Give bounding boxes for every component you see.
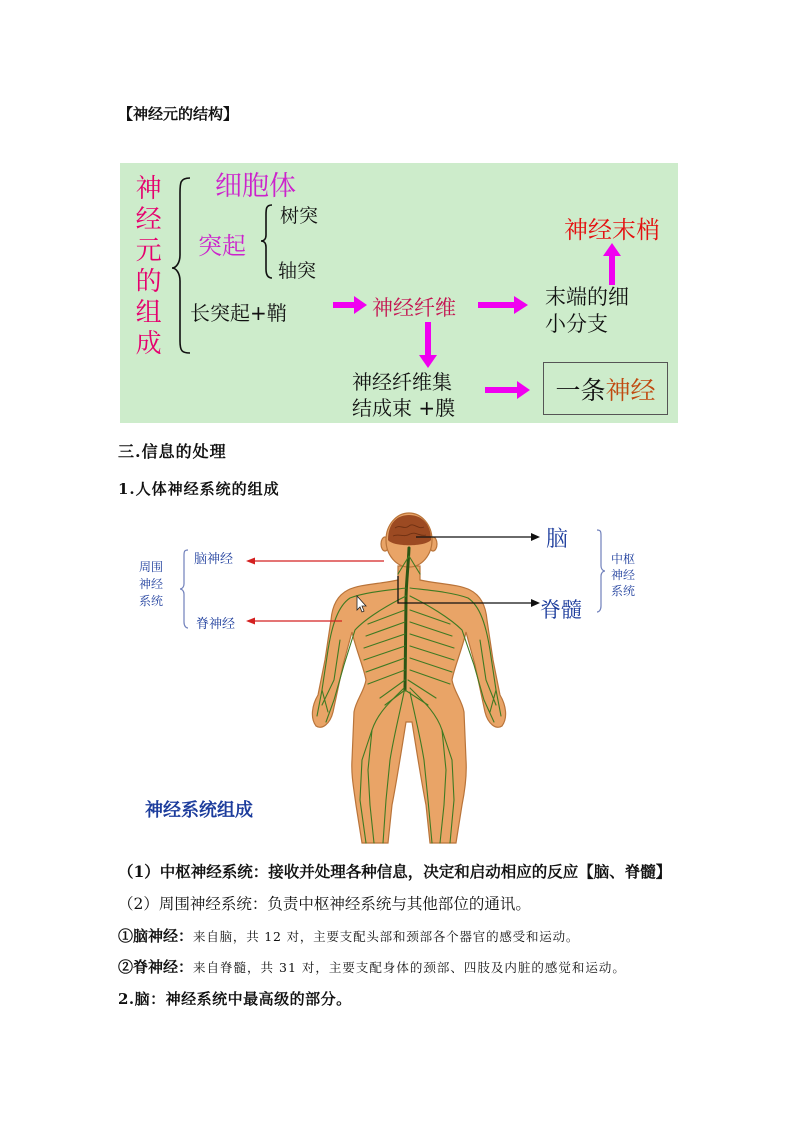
- cranial-nerves-paragraph: [118, 925, 579, 946]
- cranial-nerve-pointer-head: [246, 558, 255, 565]
- central-label-line-2: 神经: [611, 568, 636, 582]
- nerve-fiber-label: 神经纤维: [372, 296, 456, 320]
- fiber-bundle-line-1: 神经纤维集: [352, 370, 452, 394]
- central-system-label: [611, 551, 635, 599]
- peripheral-label-line-2: 神经: [139, 577, 164, 591]
- spinal-nerves-lead: ②脊神经：: [118, 958, 194, 976]
- central-nervous-system-paragraph: （1）中枢神经系统：接收并处理各种信息，决定和启动相应的反应【脑、脊髓】: [118, 862, 672, 881]
- spinal-nerves-label: 脊神经: [196, 617, 236, 632]
- terminal-branches-line-1: 末端的细: [545, 285, 629, 309]
- composition-vertical-title: 神经元的组成: [135, 174, 162, 359]
- brain-label: 脑: [546, 527, 569, 552]
- processes-label: 突起: [198, 232, 246, 260]
- cell-body-label: 细胞体: [215, 171, 296, 202]
- long-process-label: 长突起+鞘: [190, 301, 287, 325]
- brain-definition-paragraph: 2.脑：神经系统中最高级的部分。: [118, 990, 352, 1008]
- one-nerve-highlight: 神经: [605, 375, 656, 405]
- fiber-bundle-label: [352, 369, 455, 421]
- neuron-composition-diagram: [120, 163, 678, 423]
- spinal-nerves-paragraph: [118, 956, 626, 977]
- one-nerve-prefix: 一条: [555, 375, 606, 405]
- fiber-bundle-line-2: 结成束 +膜: [352, 396, 456, 420]
- spinal-nerve-pointer-head: [246, 618, 255, 625]
- peripheral-label-line-3: 系统: [139, 594, 164, 608]
- axon-label: 轴突: [278, 260, 317, 282]
- spinal-cord-pointer-head: [531, 599, 540, 607]
- terminal-branches-label: [545, 284, 629, 338]
- neuron-structure-heading: 【神经元的结构】: [118, 105, 239, 123]
- subsection-title: 1.人体神经系统的组成: [118, 480, 280, 498]
- nervous-system-figure: [0, 505, 794, 850]
- one-nerve-box: [543, 362, 668, 415]
- spinal-cord-label: 脊髓: [540, 598, 582, 622]
- cranial-nerves-detail: 来自脑，共 12 对，主要支配头部和颈部各个器官的感受和运动。: [193, 929, 580, 944]
- processes-brace: [261, 205, 272, 278]
- peripheral-label-line-1: 周围: [139, 560, 164, 574]
- central-brace: [597, 530, 605, 612]
- arrow-to-one-nerve: [485, 381, 530, 399]
- peripheral-brace: [180, 550, 188, 628]
- figure-caption: 神经系统组成: [145, 800, 253, 821]
- arrow-up-to-nerve-ending: [603, 243, 621, 285]
- central-label-line-1: 中枢: [611, 552, 636, 566]
- main-brace: [172, 178, 190, 353]
- cranial-nerves-label: 脑神经: [194, 552, 234, 567]
- dendrite-label: 树突: [280, 205, 319, 227]
- nerve-ending-label: 神经末梢: [564, 216, 660, 244]
- section-title: 三.信息的处理: [118, 442, 227, 461]
- spinal-nerves-detail: 来自脊髓，共 31 对，主要支配身体的颈部、四肢及内脏的感觉和运动。: [193, 960, 626, 975]
- cranial-nerves-lead: ①脑神经：: [118, 927, 194, 945]
- terminal-branches-line-2: 小分支: [545, 312, 608, 336]
- central-label-line-3: 系统: [611, 584, 636, 598]
- arrow-down-to-fiber-bundle: [419, 322, 437, 368]
- arrow-to-terminal-branches: [478, 296, 528, 314]
- arrow-to-nerve-fiber: [333, 296, 367, 314]
- peripheral-nervous-system-paragraph: （2）周围神经系统：负责中枢神经系统与其他部位的通讯。: [118, 895, 531, 913]
- brain-pointer-head: [531, 533, 540, 541]
- peripheral-system-label: [139, 559, 163, 610]
